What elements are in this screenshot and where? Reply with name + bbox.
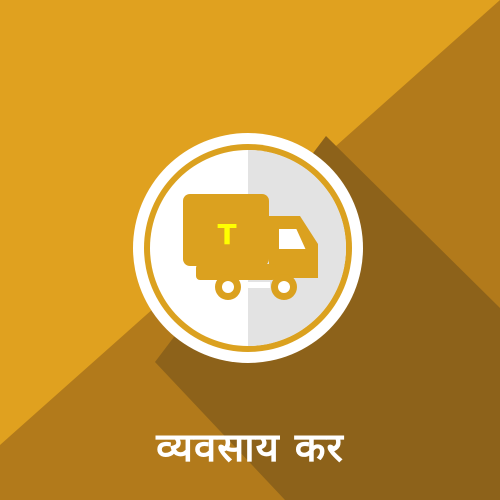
truck-front-wheel-hub: [278, 281, 290, 293]
truck-bumper-gap: [244, 282, 270, 288]
truck-badge-letter: T: [217, 218, 237, 251]
app-label: व्यवसाय कर: [156, 425, 344, 471]
truck-rear-wheel-hub: [222, 281, 234, 293]
